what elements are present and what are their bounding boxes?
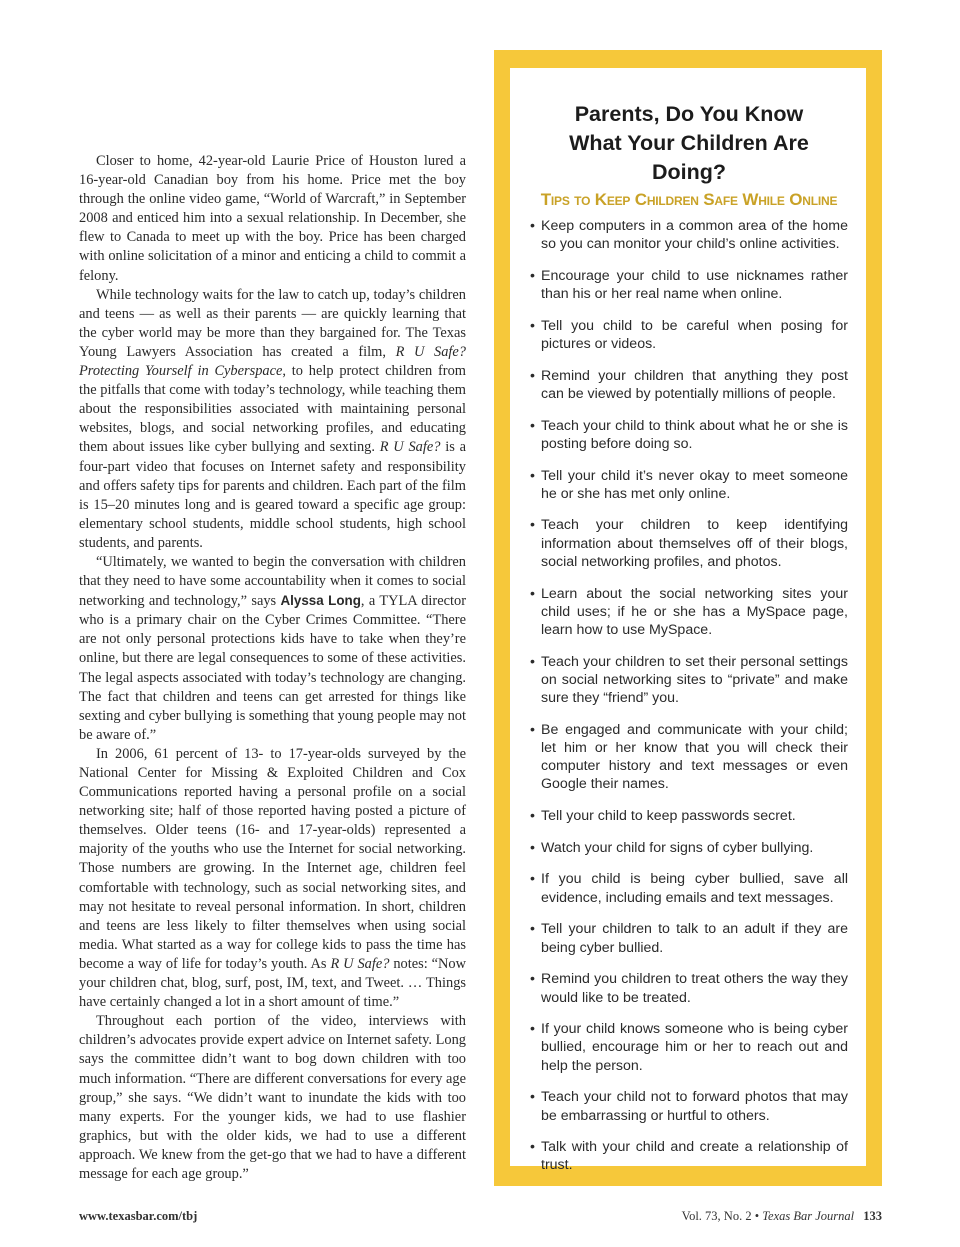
tip-text: Tell your child it’s never okay to meet someone he or she has met only online. <box>541 467 848 502</box>
bullet-icon: • <box>530 721 535 738</box>
tip-text: Teach your child to think about what he or she is posting before doing so. <box>541 417 848 452</box>
tip-item <box>530 721 848 794</box>
bullet-icon: • <box>530 971 535 988</box>
tip-text: Tell your children to talk to an adult if they are being cyber bullied. <box>541 921 848 956</box>
tip-item <box>530 970 848 1006</box>
tip-item <box>530 807 848 825</box>
tip-text: Remind your children that anything they post can be viewed by potentially millions of people. <box>541 367 848 402</box>
bullet-icon: • <box>530 517 535 534</box>
tip-item <box>530 870 848 906</box>
tip-item <box>530 417 848 453</box>
tip-text: Keep computers in a common area of the home so you can monitor your child’s online activities. <box>541 218 848 253</box>
tip-text: Watch your child for signs of cyber bullying. <box>541 839 814 856</box>
sidebar-title-line-2: What Your Children Are Doing? <box>569 131 809 184</box>
tip-item <box>530 1020 848 1075</box>
tip-text: Teach your child not to forward photos that may be embarrassing or hurtful to others. <box>541 1089 848 1124</box>
tip-text: Teach your children to set their personal settings on social networking sites to “private” and make sure they “friend” you. <box>541 653 848 707</box>
tips-list <box>530 217 848 1175</box>
paragraph-1: Closer to home, 42-year-old Laurie Price of Houston lured a 16-year-old Canadian boy from his home. Price met the boy through the online video game, “World of Warcraft,” in September 2008 and enticed him into a sexual relationship. In December, she flew to Canada to meet up with the boy. Price has been charged with online solicitation of a minor and enticing a child to commit a felony. <box>79 153 466 284</box>
bullet-icon: • <box>530 1089 535 1106</box>
paragraph-4-text-a: In 2006, 61 percent of 13- to 17-year-olds surveyed by the National Center for Missing & Exploited Children and Cox Communications reported having a personal profile on a social networking site; half of those reported having posted a picture of themselves. Older teens (16- and 17-year-olds) represented a majority of the youths who use the Internet for social networking. Those numbers are growing. In the Internet age, children feel comfortable with technology, such as social networking sites, and may not hesitate to reveal personal information. In short, children and teens are less likely to filter themselves when using social media. What started as a way for college kids to pass the time has become a way of life for today’s youth. As <box>79 745 466 972</box>
bullet-icon: • <box>530 839 535 856</box>
film-title: R U Safe? Protecting Yourself in Cyberspace <box>79 343 466 380</box>
tip-item <box>530 653 848 708</box>
bullet-icon: • <box>530 653 535 670</box>
tip-item <box>530 1138 848 1174</box>
paragraph-2-text-c: is a four-part video that focuses on Internet safety and responsibility and offers safety tips for parents and children. Each part of the film is 15–20 minutes long and is geared toward a specific age group: elementary school students, middle school students, high school students, and parents. <box>79 439 466 551</box>
tip-item <box>530 217 848 253</box>
tip-text: Teach your children to keep identifying information about themselves off of their blogs, social networking profiles, and photos. <box>541 517 848 570</box>
footer-separator: • <box>754 1209 760 1223</box>
bullet-icon: • <box>530 585 535 602</box>
person-name: Alyssa Long <box>280 593 361 609</box>
paragraph-4-text-b: notes: “Now your children chat, blog, surf, post, IM, text, and Tweet. … Things have certainly changed a lot in a short amount of time.” <box>79 955 466 1011</box>
bullet-icon: • <box>530 808 535 825</box>
tip-item <box>530 585 848 640</box>
paragraph-3-text-b: , a TYLA director who is a primary chair on the Cyber Crimes Committee. “There are not only personal protections kids have to take when they’re online, but there are legal consequences to some of these activities. The legal aspects associated with today’s technology are changing. The fact that children and teens can get arrested for things like sexting and cyber bullying is something that young people may not be aware of.” <box>79 593 466 743</box>
tip-text: Be engaged and communicate with your child; let him or her know that you will check their computer history and text messages or even Google their names. <box>541 721 848 793</box>
paragraph-2-text-b: , to help protect children from the pitfalls that come with today’s technology, while teaching them about the responsibilities associated with maintaining personal websites, blogs, and social networking profiles, and educating them about issues like cyber bullying and sexting. <box>79 363 466 456</box>
tip-text: Learn about the social networking sites your child uses; if he or she has a MySpace page, learn how to use MySpace. <box>541 585 848 638</box>
bullet-icon: • <box>530 417 535 434</box>
paragraph-2-text-a: While technology waits for the law to catch up, today’s children and teens — as well as their parents — are quickly learning that the cyber world may be more than they bargained for. The Texas Young Lawyers Association has created a film, <box>79 286 466 360</box>
bullet-icon: • <box>530 1021 535 1038</box>
footer-url: www.texasbar.com/tbj <box>79 1209 198 1223</box>
paragraph-5: Throughout each portion of the video, interviews with children’s advocates provide expert advice on Internet safety. Long says the committee didn’t want to bog down children with too much information. “There are different conversations for every age group,” she says. “We didn’t want to inundate the kids with too many experts. For the younger kids, we had to use flashier graphics, but with the older kids, we had to use a different approach. We knew from the get-go that we had to have a different message for each age group.” <box>79 1013 466 1182</box>
paragraph-3-text-a: “Ultimately, we wanted to begin the conversation with children that they need to have some accountability when it comes to social networking and technology,” says <box>79 553 466 610</box>
sidebar-panel <box>510 68 866 1174</box>
tip-text: If your child knows someone who is being cyber bullied, encourage him or her to reach out and help the person. <box>541 1021 848 1074</box>
bullet-icon: • <box>530 317 535 334</box>
bullet-icon: • <box>530 921 535 938</box>
tip-item <box>530 367 848 403</box>
article-body <box>79 152 466 1184</box>
bullet-icon: • <box>530 1139 535 1156</box>
bullet-icon: • <box>530 871 535 888</box>
bullet-icon: • <box>530 367 535 384</box>
tip-item <box>530 516 848 571</box>
tip-item <box>530 839 848 857</box>
bullet-icon: • <box>530 467 535 484</box>
bullet-icon: • <box>530 267 535 284</box>
tip-text: Talk with your child and create a relationship of trust. <box>541 1139 848 1174</box>
tip-text: Encourage your child to use nicknames rather than his or her real name when online. <box>541 267 848 303</box>
tip-text: Remind you children to treat others the way they would like to be treated. <box>541 971 848 1006</box>
film-title-short: R U Safe? <box>330 955 390 972</box>
sidebar-subtitle: Tips to Keep Children Safe While Online <box>540 190 838 209</box>
paragraph-3 <box>79 553 466 745</box>
sidebar-title <box>530 100 848 187</box>
tip-item <box>530 1088 848 1124</box>
film-title-short: R U Safe? <box>379 439 441 456</box>
tip-text: Tell you child to be careful when posing for pictures or videos. <box>541 317 848 353</box>
tip-text: Tell your child to keep passwords secret. <box>541 808 796 825</box>
tip-item <box>530 920 848 956</box>
footer-journal: Texas Bar Journal <box>762 1209 855 1223</box>
paragraph-2 <box>79 286 466 553</box>
tip-item <box>530 317 848 353</box>
bullet-icon: • <box>530 218 535 234</box>
sidebar-title-line-1: Parents, Do You Know <box>574 102 804 126</box>
sidebar-box <box>494 50 882 1186</box>
footer-issue-info <box>682 1209 882 1224</box>
tip-item <box>530 467 848 503</box>
paragraph-4 <box>79 745 466 1012</box>
page-number: 133 <box>863 1209 882 1223</box>
tip-item <box>530 267 848 303</box>
footer-issue: Vol. 73, No. 2 <box>681 1209 752 1223</box>
page-footer <box>79 1209 882 1227</box>
tip-text: If you child is being cyber bullied, save all evidence, including emails and text messages. <box>541 871 848 906</box>
